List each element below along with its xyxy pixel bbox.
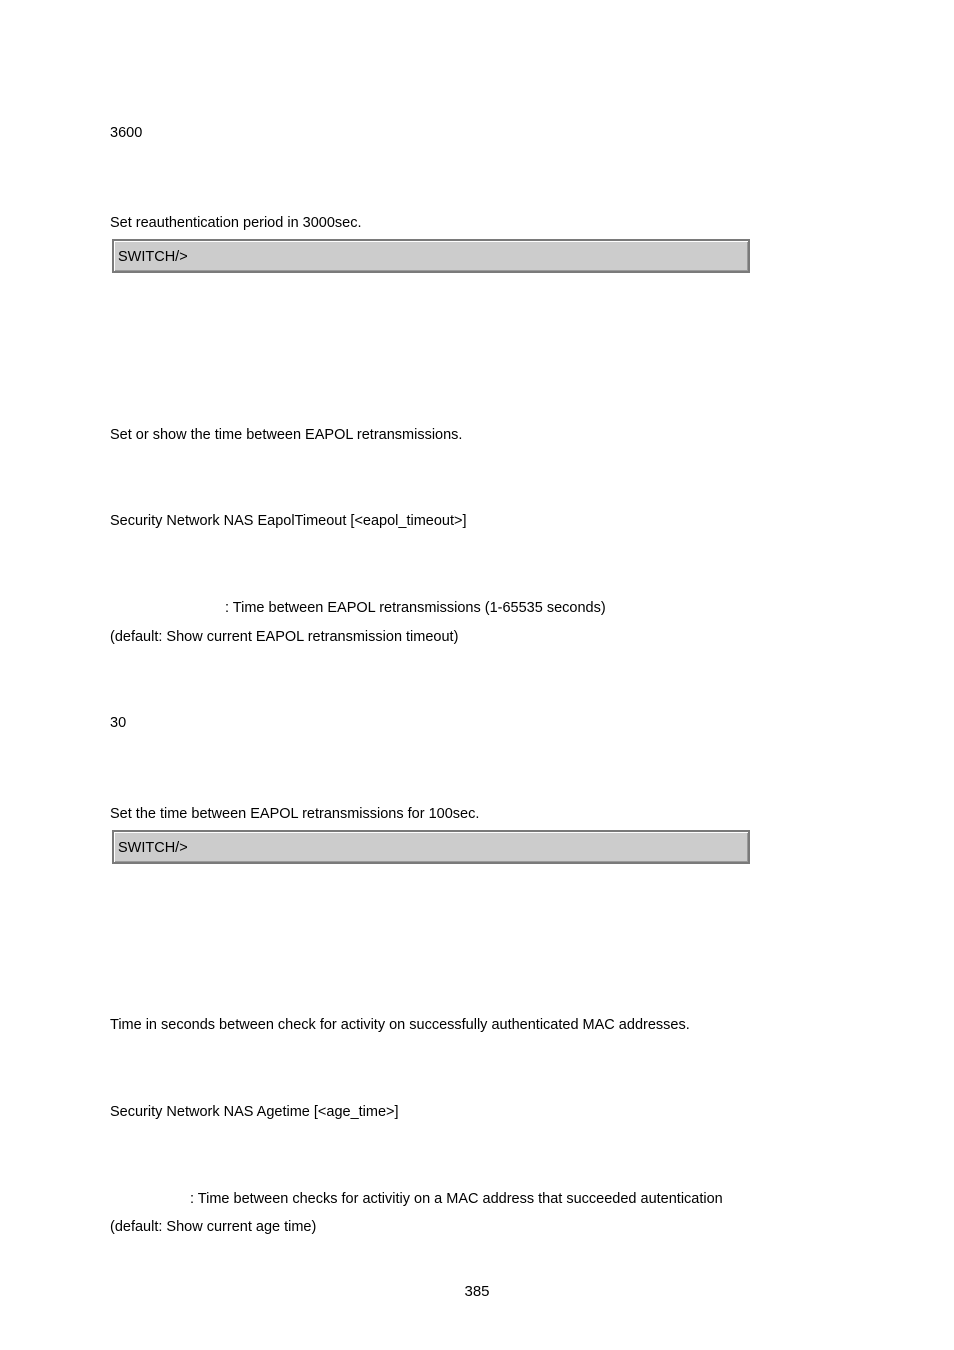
parameter-default: (default: Show current age time)	[110, 1219, 317, 1235]
parameter-description: : Time between EAPOL retransmissions (1-65535 seconds)	[225, 600, 606, 616]
command-prompt: SWITCH/>	[118, 249, 188, 265]
example-description: Set the time between EAPOL retransmissions for 100sec.	[110, 806, 480, 822]
page-number: 385	[464, 1283, 490, 1300]
parameter-description: : Time between checks for activitiy on a MAC address that succeeded autentication	[190, 1191, 723, 1207]
default-value-text: 3600	[110, 125, 143, 141]
command-example-box	[112, 239, 750, 273]
command-example-box	[112, 830, 750, 864]
command-description: Set or show the time between EAPOL retransmissions.	[110, 427, 463, 443]
command-syntax: Security Network NAS Agetime [<age_time>]	[110, 1104, 399, 1120]
command-syntax: Security Network NAS EapolTimeout [<eapol_timeout>]	[110, 513, 467, 529]
command-description: Time in seconds between check for activity on successfully authenticated MAC addresses.	[110, 1017, 690, 1033]
command-prompt: SWITCH/>	[118, 840, 188, 856]
parameter-default: (default: Show current EAPOL retransmission timeout)	[110, 629, 459, 645]
example-description: Set reauthentication period in 3000sec.	[110, 215, 362, 231]
default-value-text: 30	[110, 715, 127, 731]
